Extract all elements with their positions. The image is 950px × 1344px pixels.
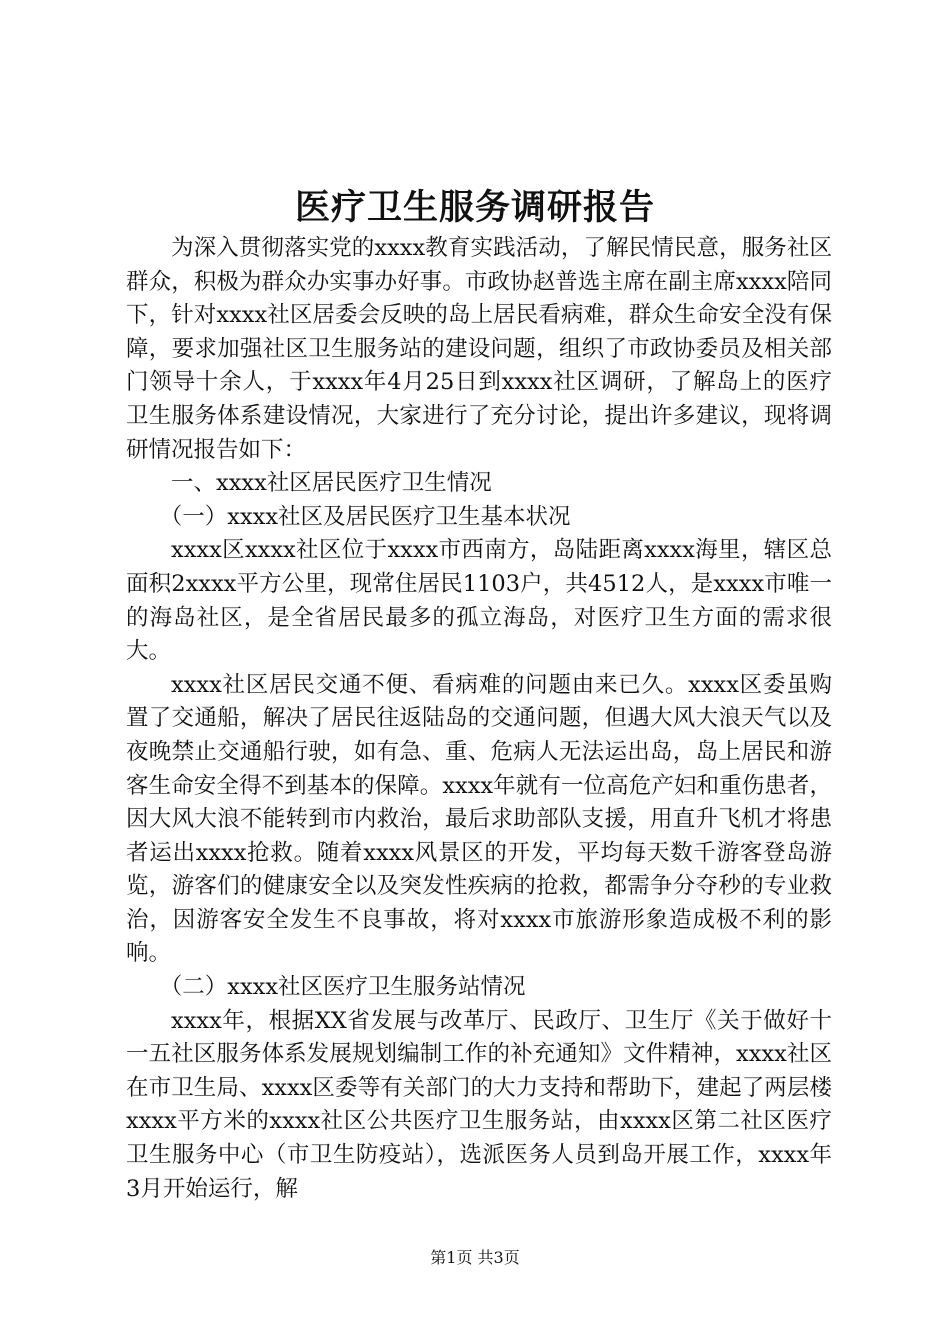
paragraph-intro: 为深入贯彻落实党的xxxx教育实践活动，了解民情民意，服务社区群众，积极为群众办实事办好事。市政协赵普选主席在副主席xxxx陪同下，针对xxxx社区居委会反映的岛上居民看病难，群众生命安全没有保障，要求加强社区卫生服务站的建设问题，组织了市政协委员及相关部门领导十余人，于xxxx年4月25日到xxxx社区调研，了解岛上的医疗卫生服务体系建设情况，大家进行了充分讨论，提出许多建议，现将调研情况报告如下： (126, 235, 832, 463)
subsection-heading: （一）xxxx社区及居民医疗卫生基本状况 (159, 503, 571, 530)
page-footer: 第1页 共3页 (430, 1248, 520, 1267)
document-body (126, 232, 832, 1206)
paragraph-body: xxxx社区居民交通不便、看病难的问题由来已久。xxxx区委虽购置了交通船，解决了居民往返陆岛的交通问题，但遇大风大浪天气以及夜晚禁止交通船行驶，如有急、重、危病人无法运出岛，岛上居民和游客生命安全得不到基本的保障。xxxx年就有一位高危产妇和重伤患者，因大风大浪不能转到市内救治，最后求助部队支援，用直升飞机才将患者运出xxxx抢救。随着xxxx风景区的开发，平均每天数千游客登岛游览，游客们的健康安全以及突发性疾病的抢救，都需争分夺秒的专业救治，因游客安全发生不良事故，将对xxxx市旅游形象造成极不利的影响。 (126, 671, 832, 967)
section-heading: 一、xxxx社区居民医疗卫生情况 (171, 470, 492, 497)
subsection-heading: （二）xxxx社区医疗卫生服务站情况 (159, 974, 526, 1001)
paragraph-body: xxxx区xxxx社区位于xxxx市西南方，岛陆距离xxxx海里，辖区总面积2xxxx平方公里，现常住居民1103户，共4512人，是xxxx市唯一的海岛社区，是全省居民最多的孤立海岛，对医疗卫生方面的需求很大。 (126, 537, 832, 665)
paragraph-body: xxxx年，根据XX省发展与改革厅、民政厅、卫生厅《关于做好十一五社区服务体系发展规划编制工作的补充通知》文件精神，xxxx社区在市卫生局、xxxx区委等有关部门的大力支持和帮助下，建起了两层楼xxxx平方米的xxxx社区公共医疗卫生服务站，由xxxx区第二社区医疗卫生服务中心（市卫生防疫站），选派医务人员到岛开展工作，xxxx年3月开始运行，解 (126, 1007, 832, 1202)
document-title: 医疗卫生服务调研报告 (294, 187, 655, 228)
